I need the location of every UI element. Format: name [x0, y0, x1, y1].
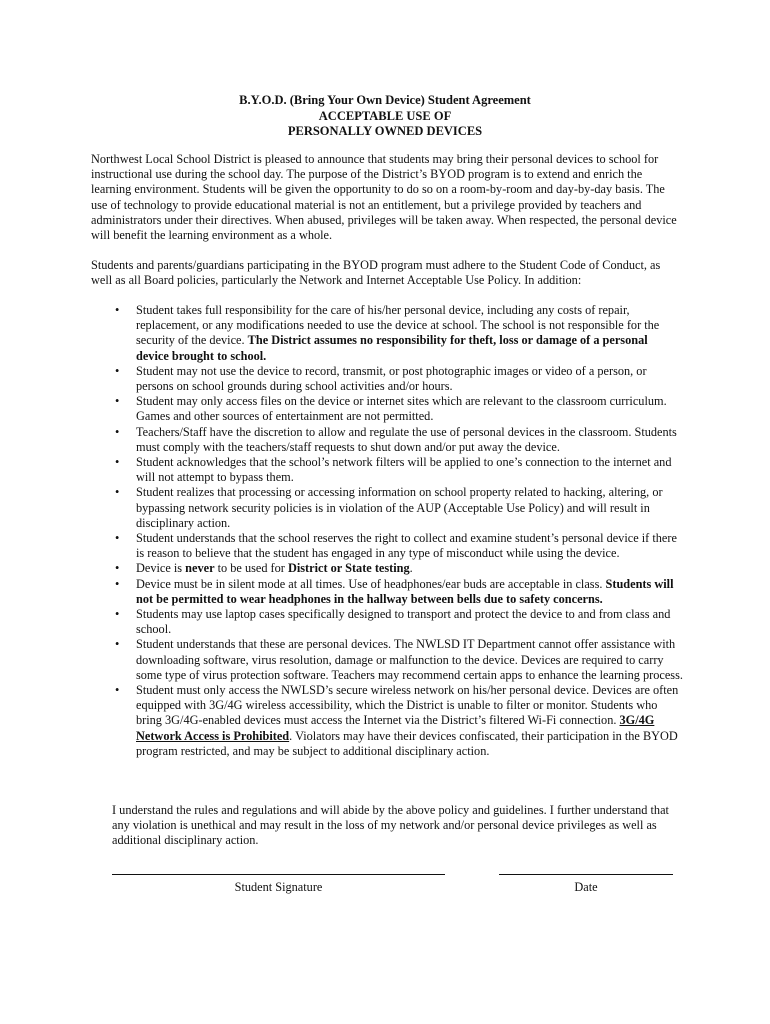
document-title — [0, 93, 770, 140]
rule-item-silent-mode — [91, 577, 683, 607]
rule-text: Student understands that the school reserves the right to collect and examine student’s personal device if there is reason to believe that the student has engaged in any type of misconduct while using the device. — [136, 531, 677, 561]
rule-text: Student must only access the NWLSD’s secure wireless network on his/her personal device. Devices are often equipped with 3G/4G wireless accessibility, which the District is unable to filter or monitor. Students who bring 3G/4G-enabled devices must access the Internet via the District’s filtered Wi-Fi connection. — [136, 683, 679, 728]
rule-item-wireless — [91, 683, 683, 759]
bullet-icon: • — [115, 455, 120, 470]
closing-paragraph: I understand the rules and regulations and will abide by the above policy and guidelines. I further understand that any violation is unethical and may result in the loss of my network and/or personal device privileges as well as additional disciplinary action. — [112, 803, 669, 848]
bullet-icon: • — [115, 637, 120, 652]
title-line-3: PERSONALLY OWNED DEVICES — [287, 124, 483, 138]
student-signature-line[interactable] — [112, 864, 445, 875]
rule-item-hacking — [91, 485, 683, 531]
bullet-icon: • — [115, 394, 120, 409]
rule-emphasis: District or State testing — [287, 561, 410, 576]
rule-text: Student takes full responsibility for the care of his/her personal device, including any costs of repair, replacement, or any modifications needed to use the device at school. The school is not responsible for the security of the device. — [136, 303, 660, 348]
rule-item-responsibility — [91, 303, 683, 364]
rule-text: Student realizes that processing or accessing information on school property related to hacking, altering, or bypassing network security policies is in violation of the AUP (Acceptable Use Policy) and will result in disciplinary action. — [136, 485, 663, 530]
bullet-icon: • — [115, 683, 120, 698]
bullet-icon: • — [115, 303, 120, 317]
rule-text: Student may only access files on the device or internet sites which are relevant to the classroom curriculum. Games and other sources of entertainment are not permitted. — [136, 394, 667, 424]
rule-item-laptop-cases — [91, 607, 683, 637]
rule-text: Student acknowledges that the school’s network filters will be applied to one’s connection to the internet and will not attempt to bypass them. — [136, 455, 672, 485]
rule-text: Student understands that these are personal devices. The NWLSD IT Department cannot offer assistance with downloading software, virus resolution, damage or malfunction to the device. Devices are required to carry some type of virus protection software. Teachers may recommend certain apps to enhance the learning process. — [136, 637, 683, 682]
rule-underlined-emphasis: 3G/4G Network Access is Prohibited — [136, 713, 655, 743]
bullet-icon: • — [115, 561, 120, 576]
bullet-icon: • — [115, 424, 120, 439]
rule-emphasis: never — [185, 561, 215, 576]
rule-item-filters — [91, 455, 683, 485]
rule-item-testing — [91, 561, 683, 576]
date-line[interactable] — [499, 864, 673, 875]
bullet-icon: • — [115, 363, 120, 378]
student-signature-block — [112, 864, 445, 895]
student-signature-label: Student Signature — [234, 880, 323, 894]
rule-text: to be used for — [214, 561, 288, 576]
title-line-1: B.Y.O.D. (Bring Your Own Device) Student Agreement — [239, 93, 531, 107]
bullet-icon: • — [115, 485, 120, 500]
bullet-icon: • — [115, 531, 120, 546]
conduct-paragraph: Students and parents/guardians participating in the BYOD program must adhere to the Student Code of Conduct, as well as all Board policies, particularly the Network and Internet Acceptable Use Policy. In addition: — [91, 258, 661, 288]
date-label: Date — [574, 880, 598, 894]
rule-text: Student may not use the device to record, transmit, or post photographic images or video of a person, or persons on school grounds during school activities and/or hours. — [136, 363, 647, 394]
date-block — [499, 864, 673, 895]
bullet-icon: • — [115, 576, 120, 591]
bullet-icon: • — [115, 607, 120, 622]
title-line-2: ACCEPTABLE USE OF — [318, 108, 452, 123]
rule-text: Students may use laptop cases specifically designed to transport and protect the device to and from class and school. — [136, 607, 671, 637]
rule-text: . Violators may have their devices confiscated, their participation in the BYOD program restricted, and may be subject to additional disciplinary action. — [136, 728, 678, 758]
rule-text: . — [409, 561, 413, 576]
rule-item-teachers — [91, 425, 683, 455]
rule-item-examine — [91, 531, 683, 561]
rule-item-recording — [91, 364, 683, 394]
rule-text: Device must be in silent mode at all times. Use of headphones/ear buds are acceptable in class. — [136, 576, 606, 591]
rule-item-personal-devices — [91, 637, 683, 683]
rule-item-access — [91, 394, 683, 424]
rule-text: Teachers/Staff have the discretion to allow and regulate the use of personal devices in the classroom. Students must comply with the teachers/staff requests to shut down and/or put away the device. — [136, 424, 677, 454]
rule-text: Device is — [136, 561, 186, 576]
rule-emphasis: Students will not be permitted to wear headphones in the hallway between bells due to safety concerns. — [136, 576, 674, 606]
rule-emphasis: The District assumes no responsibility for theft, loss or damage of a personal device brought to school. — [136, 333, 648, 363]
intro-paragraph: Northwest Local School District is pleased to announce that students may bring their personal devices to school for instructional use during the school day. The purpose of the District’s BYOD program is to extend and enrich the learning environment. Students will be given the opportunity to do so on a room-by-room and day-by-day basis. The use of technology to provide educational material is not an entitlement, but a privilege provided by teachers and administrators under their directives. When abused, privileges will be taken away. When respected, the personal device will benefit the learning environment as a whole. — [91, 152, 677, 243]
rules-list — [91, 303, 683, 759]
